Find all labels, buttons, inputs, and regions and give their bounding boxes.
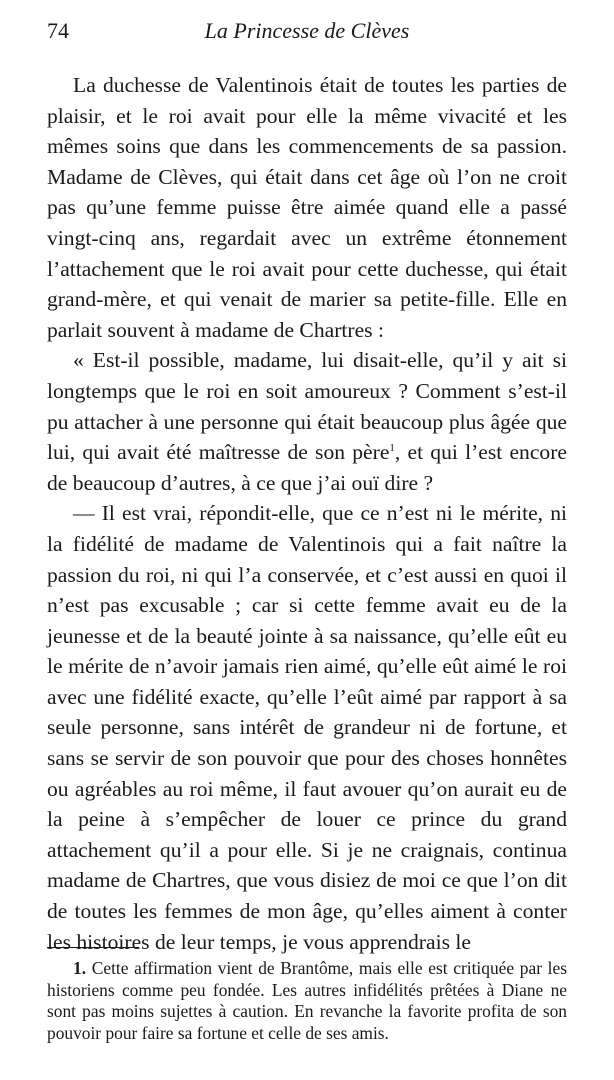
running-header xyxy=(47,18,567,48)
paragraph: — Il est vrai, répondit-elle, que ce n’est ni le mérite, ni la fidélité de madame de Valentinois qui a fait naître la passion du roi, ni qui l’a conservée, et c’est aussi en quoi il n’est pas excusable ; car si cette femme avait eu de la jeunesse et de la beauté jointe à sa naissance, qu’elle eût eu le mérite de n’avoir jamais rien aimé, qu’elle eût aimé le roi avec une fidélité exacte, qu’elle l’eût aimé par rapport à sa seule personne, sans intérêt de grandeur ni de fortune, et sans se servir de son pouvoir que pour des choses honnêtes ou agréables au roi même, il faut avouer qu’on aurait eu de la peine à s’empêcher de louer ce prince du grand attachement qu’il a pour elle. Si je ne craignais, continua madame de Chartres, que vous disiez de moi ce que l’on dit de toutes les femmes de mon âge, qu’elles aiment à conter les histoires de leur temps, je vous apprendrais le xyxy=(47,501,567,954)
paragraph-text-tail: , et qui l’est encore de beaucoup d’autres, à ce que j’ai ouï dire ? xyxy=(47,440,567,495)
main-text xyxy=(47,70,567,957)
footnotes xyxy=(47,958,567,1044)
footnote-separator xyxy=(47,947,139,948)
paragraph-text: « Est-il possible, madame, lui disait-elle, qu’il y ait si longtemps que le roi en soit amoureux ? Comment s’est-il pu attacher à une personne qui était beaucoup plus âgée que lui, qui avait été maîtresse de son père xyxy=(47,348,567,465)
footnote xyxy=(47,958,567,1044)
footnote-number: 1. xyxy=(73,958,87,978)
page-number: 74 xyxy=(47,18,69,43)
paragraph xyxy=(47,345,567,498)
running-title: La Princesse de Clèves xyxy=(204,18,410,43)
footnote-text: Cette affirmation vient de Brantôme, mais elle est critiquée par les historiens comme peu fondée. Les autres infidélités prêtées à Diane ne sont pas moins sujettes à caution. En revanche la favorite profita de son pouvoir pour faire sa fortune et celle de ses amis. xyxy=(47,958,567,1043)
footnote-reference: 1 xyxy=(389,441,395,454)
paragraph: La duchesse de Valentinois était de toutes les parties de plaisir, et le roi avait pour elle la même vivacité et les mêmes soins que dans les commencements de sa passion. Madame de Clèves, qui était dans cet âge où l’on ne croit pas qu’une femme puisse être aimée quand elle a passé vingt-cinq ans, regardait avec un extrême étonnement l’attachement que le roi avait pour cette duchesse, qui était grand-mère, et qui venait de marier sa petite-fille. Elle en parlait souvent à madame de Chartres : xyxy=(47,73,567,342)
